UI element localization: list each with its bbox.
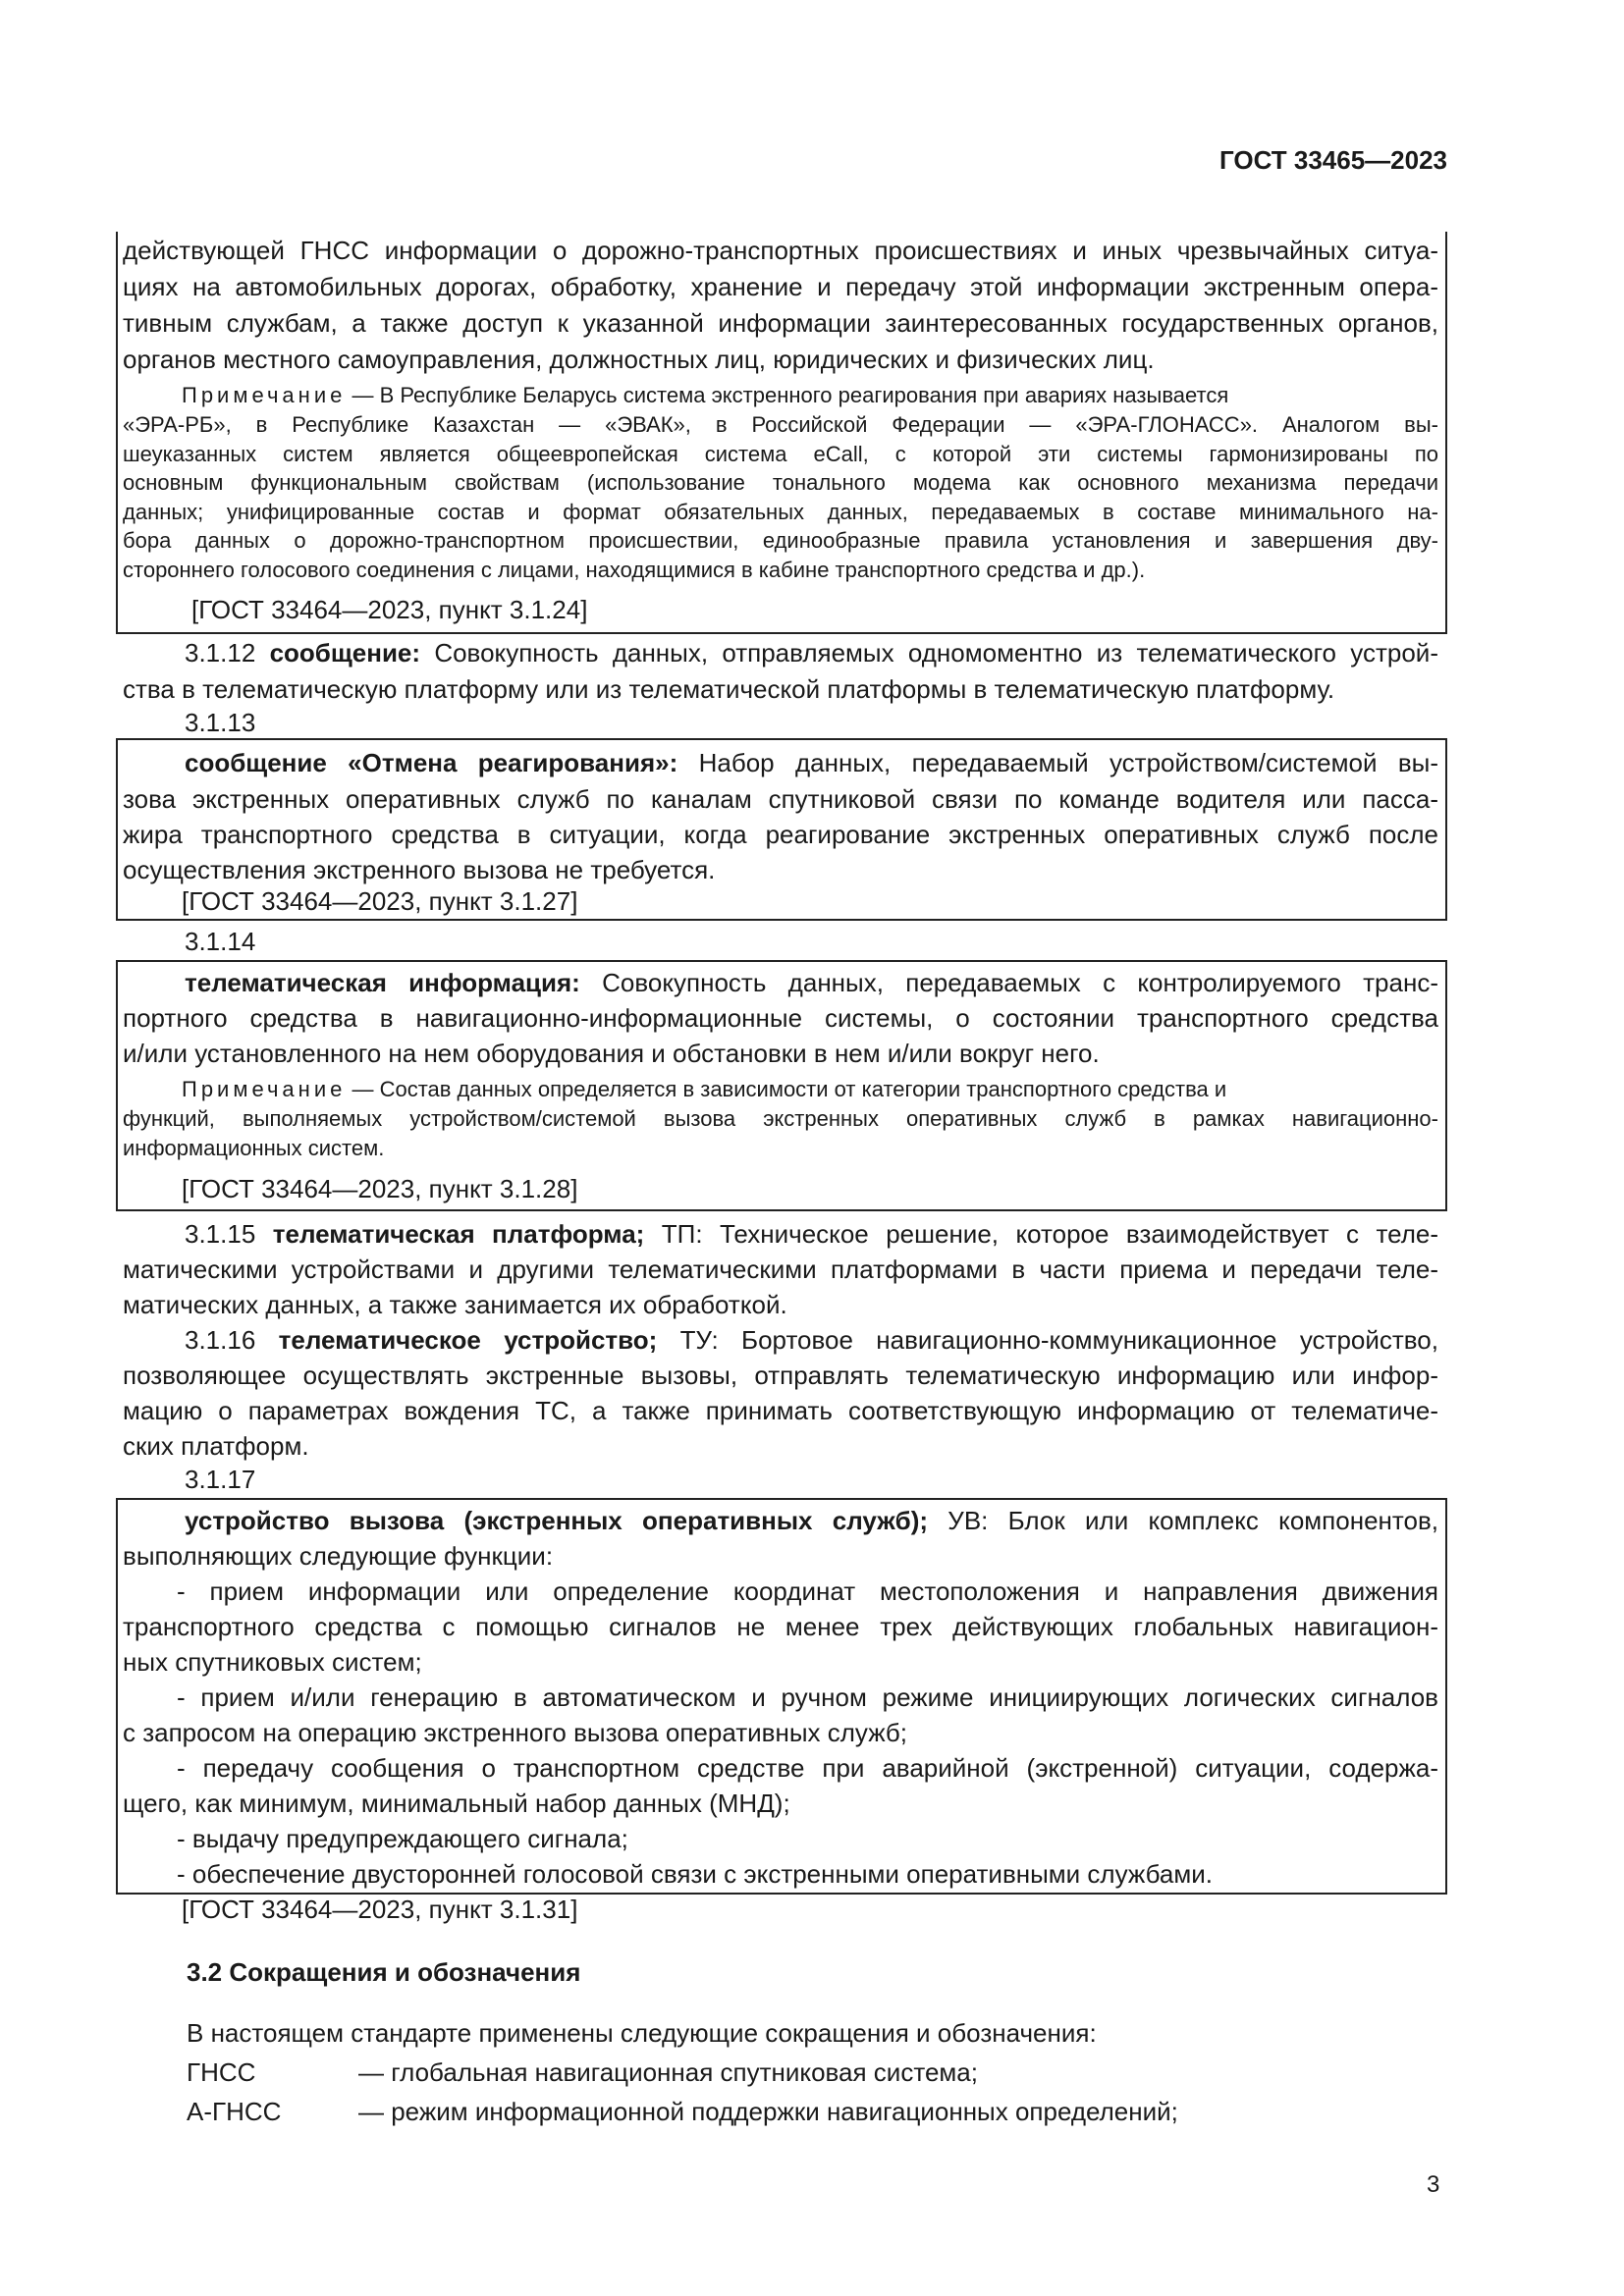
body-line: органов местного самоуправления, должностных лиц, юридических и физических лиц. [123,345,1155,374]
term-text: ТУ: Бортовое навигационно-коммуникационное устройство, [657,1325,1438,1355]
body-line: циях на автомобильных дорогах, обработку, хранение и передачу этой информации экстренным опера- [123,272,1438,301]
term-line [185,966,1438,1000]
term-line [185,636,1438,670]
term-line: зова экстренных оперативных служб по каналам спутниковой связи по команде водителя или пасса- [123,784,1438,814]
term-number: 3.1.17 [185,1465,256,1494]
abbreviation-definition: — глобальная навигационная спутниковая система; [358,2057,978,2087]
term-line: портного средства в навигационно-информационные системы, о состоянии транспортного средства [123,1003,1438,1033]
term-name: телематическая информация: [185,968,580,997]
section-intro: В настоящем стандарте применены следующие сокращения и обозначения: [187,2018,1097,2048]
note-line: данных; унифицированные состав и формат обязательных данных, передаваемых в составе минимального на- [123,500,1438,524]
document-header: ГОСТ 33465—2023 [1219,145,1447,175]
note-line: основным функциональным свойствам (использование тонального модема как основного механизма передачи [123,470,1438,495]
term-line: выполняющих следующие функции: [123,1541,554,1571]
term-line [185,746,1438,780]
abbreviation: А-ГНСС [187,2097,282,2126]
note-text: — В Республике Беларусь система экстренного реагирования при авариях называется [346,383,1229,407]
source-reference: [ГОСТ 33464—2023, пункт 3.1.28] [182,1174,578,1203]
note-line [182,1075,1226,1103]
term-line: жира транспортного средства в ситуации, когда реагирование экстренных оперативных служб после [123,820,1438,849]
term-text: УВ: Блок или комплекс компонентов, [928,1506,1438,1535]
term-name: устройство вызова (экстренных оперативных служб); [185,1506,929,1535]
term-line [185,1504,1438,1538]
term-line: позволяющее осуществлять экстренные вызовы, отправлять телематическую информацию или инфор- [123,1361,1438,1390]
abbreviation-definition: — режим информационной поддержки навигационных определений; [358,2097,1178,2126]
note-line: информационных систем. [123,1136,385,1160]
body-line: тивным службам, а также доступ к указанной информации заинтересованных государственных органов, [123,308,1438,338]
note-line [182,381,1228,409]
term-line: ских платформ. [123,1431,309,1461]
term-text: Совокупность данных, отправляемых одномоментно из телематического устрой- [420,638,1438,667]
abbreviation: ГНСС [187,2057,256,2087]
source-reference: [ГОСТ 33464—2023, пункт 3.1.31] [182,1895,578,1924]
term-line: щего, как минимум, минимальный набор данных (МНД); [123,1789,790,1818]
note-line: «ЭРА-РБ», в Республике Казахстан — «ЭВАК», в Российской Федерации — «ЭРА-ГЛОНАСС». Аналогом вы- [123,412,1438,437]
term-text: Совокупность данных, передаваемых с контролируемого транс- [579,968,1438,997]
note-label: Примечание [182,1077,347,1101]
note-line: стороннего голосового соединения с лицами, находящимися в кабине транспортного средства и др.). [123,558,1146,582]
term-line: матических данных, а также занимается их обработкой. [123,1290,787,1319]
note-line: функций, выполняемых устройством/системой вызова экстренных оперативных служб в рамках навигационно- [123,1106,1438,1131]
term-line: и/или установленного на нем оборудования и обстановки в нем и/или вокруг него. [123,1039,1100,1068]
term-line: ных спутниковых систем; [123,1647,422,1677]
list-item: - обеспечение двусторонней голосовой связи с экстренными оперативными службами. [177,1859,1213,1889]
term-name: сообщение: [269,638,421,667]
page-number: 3 [1427,2171,1440,2198]
term-line: мацию о параметрах вождения ТС, а также принимать соответствующую информацию от телематиче- [123,1396,1438,1425]
list-item: - прием и/или генерацию в автоматическом и ручном режиме инициирующих логических сигналов [177,1682,1438,1712]
term-line [185,1323,1438,1358]
term-name: телематическая платформа; [272,1219,645,1249]
source-reference: [ГОСТ 33464—2023, пункт 3.1.24] [191,595,588,624]
list-item: - передачу сообщения о транспортном средстве при аварийной (экстренной) ситуации, содержа- [177,1753,1438,1783]
note-line: бора данных о дорожно-транспортном происшествии, единообразные правила установления и завершения дву- [123,528,1438,553]
term-name: телематическое устройство; [278,1325,658,1355]
term-number: 3.1.15 [185,1219,256,1249]
list-item: - прием информации или определение координат местоположения и направления движения [177,1576,1438,1606]
term-line: осуществления экстренного вызова не требуется. [123,855,716,884]
section-heading: 3.2 Сокращения и обозначения [187,1957,581,1987]
note-text: — Состав данных определяется в зависимости от категории транспортного средства и [346,1077,1227,1101]
term-line: с запросом на операцию экстренного вызова оперативных служб; [123,1718,908,1747]
term-line: транспортного средства с помощью сигналов не менее трех действующих глобальных навигацион- [123,1612,1438,1641]
list-item: - выдачу предупреждающего сигнала; [177,1824,628,1853]
source-reference: [ГОСТ 33464—2023, пункт 3.1.27] [182,886,578,916]
note-label: Примечание [182,383,347,407]
term-number: 3.1.14 [185,927,256,956]
term-number: 3.1.12 [185,638,256,667]
term-text: ТП: Техническое решение, которое взаимодействует с теле- [644,1219,1438,1249]
term-number: 3.1.16 [185,1325,256,1355]
term-text: Набор данных, передаваемый устройством/системой вы- [677,748,1438,777]
term-line: матическими устройствами и другими телематическими платформами в части приема и передачи теле- [123,1255,1438,1284]
term-line: ства в телематическую платформу или из телематической платформы в телематическую платформу. [123,674,1335,704]
note-line: шеуказанных систем является общеевропейская система eCall, с которой эти системы гармонизированы по [123,442,1438,466]
term-number: 3.1.13 [185,708,256,737]
body-line: действующей ГНСС информации о дорожно-транспортных происшествиях и иных чрезвычайных ситуа- [123,236,1438,265]
term-line [185,1217,1438,1252]
term-name: сообщение «Отмена реагирования»: [185,748,678,777]
